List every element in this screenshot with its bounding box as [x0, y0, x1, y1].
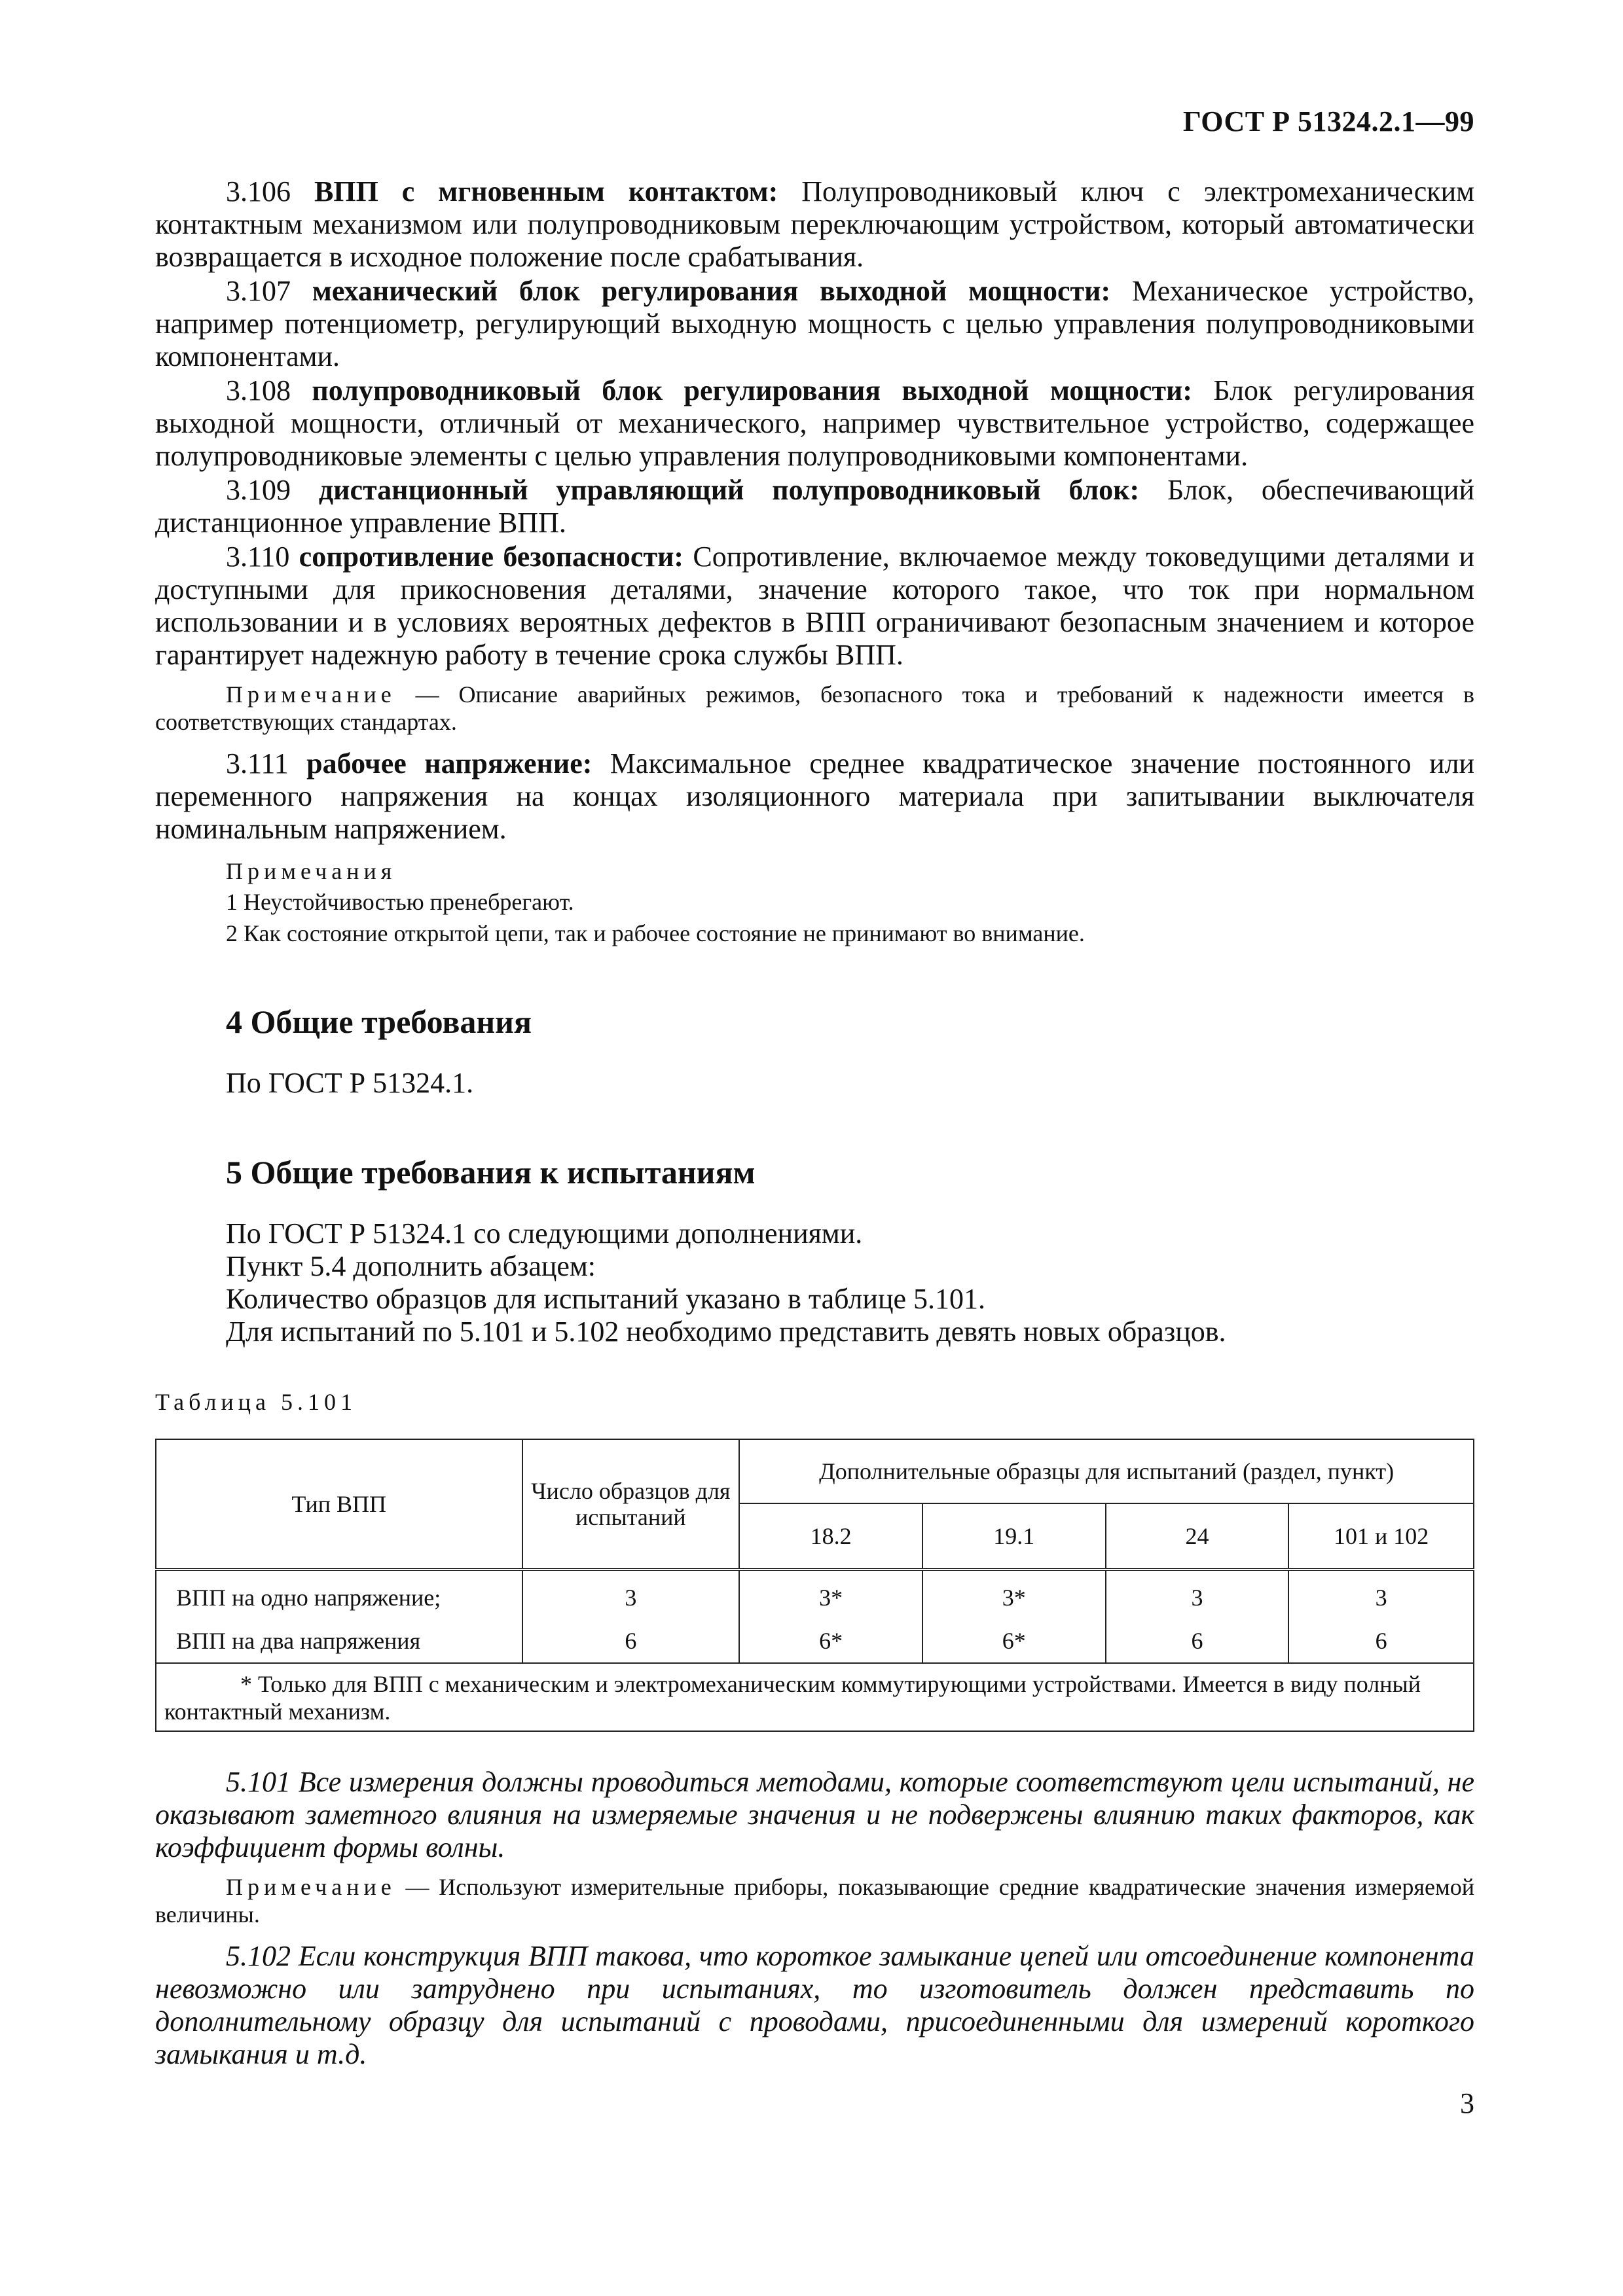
- definition-text: Блок регулирования выходной мощности, отличный от механического, например чувствительное устройство, содержащее полупроводниковые элементы с целью управления полупроводниковыми компонентами.: [155, 374, 1474, 472]
- note-label: Примечание: [226, 1874, 396, 1900]
- definition-3-109: [155, 474, 1474, 539]
- section-5-line-1: По ГОСТ Р 51324.1 со следующими дополнениями.: [226, 1217, 863, 1249]
- table-row: [156, 1570, 1474, 1619]
- header-sub-col: 19.1: [922, 1503, 1106, 1570]
- cell-value: 6*: [739, 1619, 922, 1663]
- paragraph-5-102: 5.102 Если конструкция ВПП такова, что короткое замыкание цепей или отсоединение компонента невозможно или затруднено при испытаниях, то изготовитель должен представить по дополнительному образцу для испытаний с проводами, присоединенными для измерений короткого замыкания и т.д.: [155, 1940, 1474, 2070]
- definition-number: 3.107: [226, 275, 291, 307]
- definition-term: дистанционный управляющий полупроводниковый блок:: [318, 474, 1140, 506]
- definition-text: Максимальное среднее квадратическое значение постоянного или переменного напряжения на концах изоляционного материала при запитывании выключателя номинальным напряжением.: [155, 747, 1475, 845]
- header-sub-col: 24: [1106, 1503, 1289, 1570]
- definition-text: Механическое устройство, например потенциометр, регулирующий выходную мощность с целью управления полупроводниковыми компонентами.: [155, 275, 1474, 372]
- definition-3-106: [155, 175, 1474, 274]
- definition-term: полупроводниковый блок регулирования выходной мощности:: [312, 374, 1193, 406]
- section-5-line-4: Для испытаний по 5.101 и 5.102 необходимо представить девять новых образцов.: [226, 1316, 1226, 1348]
- header-sub-col: 101 и 102: [1288, 1503, 1474, 1570]
- table-footnote: * Только для ВПП с механическим и электромеханическим коммутирующими устройствами. Имеется в виду полный контактный механизм.: [156, 1663, 1474, 1731]
- document-header: ГОСТ Р 51324.2.1—99: [1182, 105, 1474, 137]
- definition-term: сопротивление безопасности:: [299, 541, 684, 573]
- samples-table: [155, 1439, 1474, 1732]
- section-4-title: 4 Общие требования: [226, 1003, 532, 1040]
- header-sub-col: 18.2: [739, 1503, 922, 1570]
- cell-value: 6: [1288, 1619, 1474, 1663]
- note-item-1: 1 Неустойчивостью пренебрегают.: [226, 889, 574, 915]
- paragraph-5-101: 5.101 Все измерения должны проводиться методами, которые соответствуют цели испытаний, не оказывают заметного влияния на измеряемые значения и не подвержены влиянию таких факторов, как коэффициент формы волны.: [155, 1766, 1474, 1863]
- definition-text: Полупроводниковый ключ с электромеханическим контактным механизмом или полупроводниковым переключающим устройством, который автоматически возвращается в исходное положение после срабатывания.: [155, 175, 1475, 273]
- definition-number: 3.108: [226, 374, 291, 406]
- definition-3-110: [155, 541, 1474, 672]
- cell-count: 6: [522, 1619, 740, 1663]
- definition-3-111: [155, 747, 1474, 846]
- document-body: [155, 175, 1474, 2072]
- notes-heading: Примечания: [226, 858, 397, 884]
- page-number: 3: [1460, 2087, 1474, 2119]
- definition-3-107: [155, 275, 1474, 373]
- note-label: Примечание: [226, 681, 396, 708]
- header-count: Число образцов для испытаний: [522, 1439, 740, 1570]
- table-title: Таблица 5.101: [155, 1389, 357, 1415]
- cell-value: 6*: [922, 1619, 1106, 1663]
- note-text: — Описание аварийных режимов, безопасного тока и требований к надежности имеется в соответствующих стандартах.: [155, 681, 1474, 735]
- header-type: Тип ВПП: [156, 1439, 522, 1570]
- note-item-2: 2 Как состояние открытой цепи, так и рабочее состояние не принимают во внимание.: [226, 920, 1085, 946]
- definition-text: Блок, обеспечивающий дистанционное управление ВПП.: [155, 474, 1475, 539]
- definition-number: 3.106: [226, 175, 291, 207]
- cell-type: ВПП на два напряжения: [156, 1619, 522, 1663]
- definition-number: 3.109: [226, 474, 291, 506]
- section-4-text: По ГОСТ Р 51324.1.: [226, 1067, 474, 1099]
- definition-term: механический блок регулирования выходной мощности:: [312, 275, 1111, 307]
- definition-number: 3.111: [226, 747, 289, 780]
- cell-count: 3: [522, 1570, 740, 1619]
- note-text: — Используют измерительные приборы, показывающие средние квадратические значения измеряемой величины.: [155, 1874, 1474, 1928]
- cell-type: ВПП на одно напряжение;: [156, 1570, 522, 1619]
- table-row: [156, 1619, 1474, 1663]
- definition-term: ВПП с мгновенным контактом:: [314, 175, 778, 207]
- cell-value: 3*: [739, 1570, 922, 1619]
- definition-number: 3.110: [226, 541, 290, 573]
- definition-term: рабочее напряжение:: [306, 747, 593, 780]
- note-emergency-modes: [155, 681, 1474, 736]
- header-extra: Дополнительные образцы для испытаний (раздел, пункт): [739, 1439, 1474, 1503]
- section-5-line-2: Пункт 5.4 дополнить абзацем:: [226, 1250, 596, 1282]
- cell-value: 6: [1106, 1619, 1289, 1663]
- cell-value: 3*: [922, 1570, 1106, 1619]
- note-measuring-devices: [155, 1873, 1474, 1928]
- definition-3-108: [155, 374, 1474, 473]
- section-5-line-3: Количество образцов для испытаний указано в таблице 5.101.: [226, 1283, 986, 1315]
- cell-value: 3: [1288, 1570, 1474, 1619]
- section-5-title: 5 Общие требования к испытаниям: [226, 1154, 756, 1191]
- definition-text: Сопротивление, включаемое между токоведущими деталями и доступными для прикосновения деталями, значение которого такое, что ток при нормальном использовании и в условиях вероятных дефектов в ВПП ограничивают безопасным значением и которое гарантирует надежную работу в течение срока службы ВПП.: [155, 541, 1475, 671]
- cell-value: 3: [1106, 1570, 1289, 1619]
